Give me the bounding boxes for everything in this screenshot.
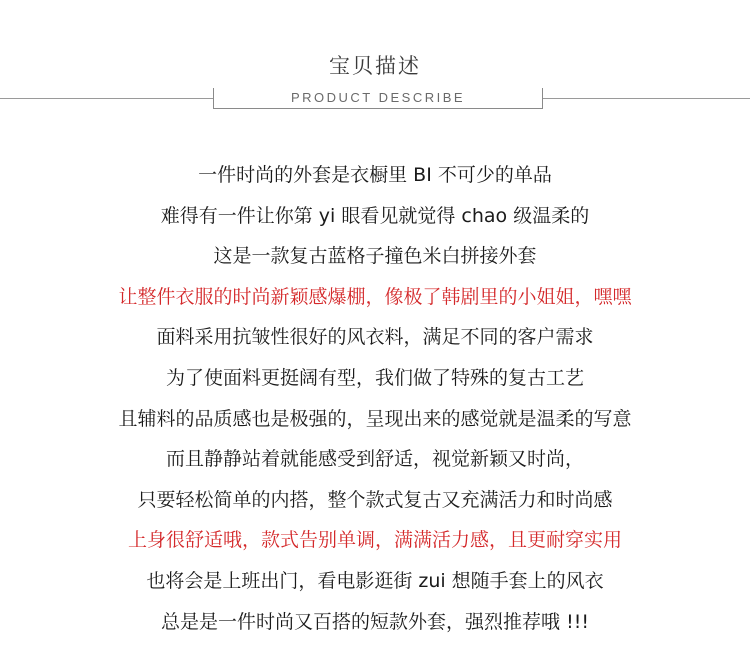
description-line: 只要轻松简单的内搭，整个款式复古又充满活力和时尚感 bbox=[137, 488, 613, 511]
description-line: 为了使面料更挺阔有型，我们做了特殊的复古工艺 bbox=[165, 366, 584, 389]
description-line-highlight: 上身很舒适哦，款式告别单调，满满活力感，且更耐穿实用 bbox=[127, 529, 622, 552]
description-line: 难得有一件让你第 yi 眼看见就觉得 chao 级温柔的 bbox=[160, 204, 590, 227]
section-title: 宝贝描述 bbox=[329, 54, 421, 78]
description-line: 且辅料的品质感也是极强的，呈现出来的感觉就是温柔的写意 bbox=[118, 407, 632, 430]
section-header bbox=[0, 0, 750, 120]
description-list bbox=[0, 155, 750, 642]
description-line-highlight: 让整件衣服的时尚新颖感爆棚，像极了韩剧里的小姐姐，嘿嘿 bbox=[118, 285, 632, 308]
description-line: 而且静静站着就能感受到舒适，视觉新颖又时尚， bbox=[165, 448, 584, 471]
description-line: 也将会是上班出门，看电影逛街 zui 想随手套上的风衣 bbox=[146, 569, 604, 592]
description-line: 这是一款复古蓝格子撞色米白拼接外套 bbox=[213, 245, 537, 268]
description-line: 总是是一件时尚又百搭的短款外套，强烈推荐哦 !!! bbox=[161, 610, 589, 633]
description-line: 一件时尚的外套是衣橱里 BI 不可少的单品 bbox=[198, 164, 552, 186]
section-subtitle: PRODUCT DESCRIBE bbox=[290, 90, 466, 105]
subtitle-box bbox=[213, 88, 543, 109]
description-line: 面料采用抗皱性很好的风衣料，满足不同的客户需求 bbox=[156, 326, 594, 349]
